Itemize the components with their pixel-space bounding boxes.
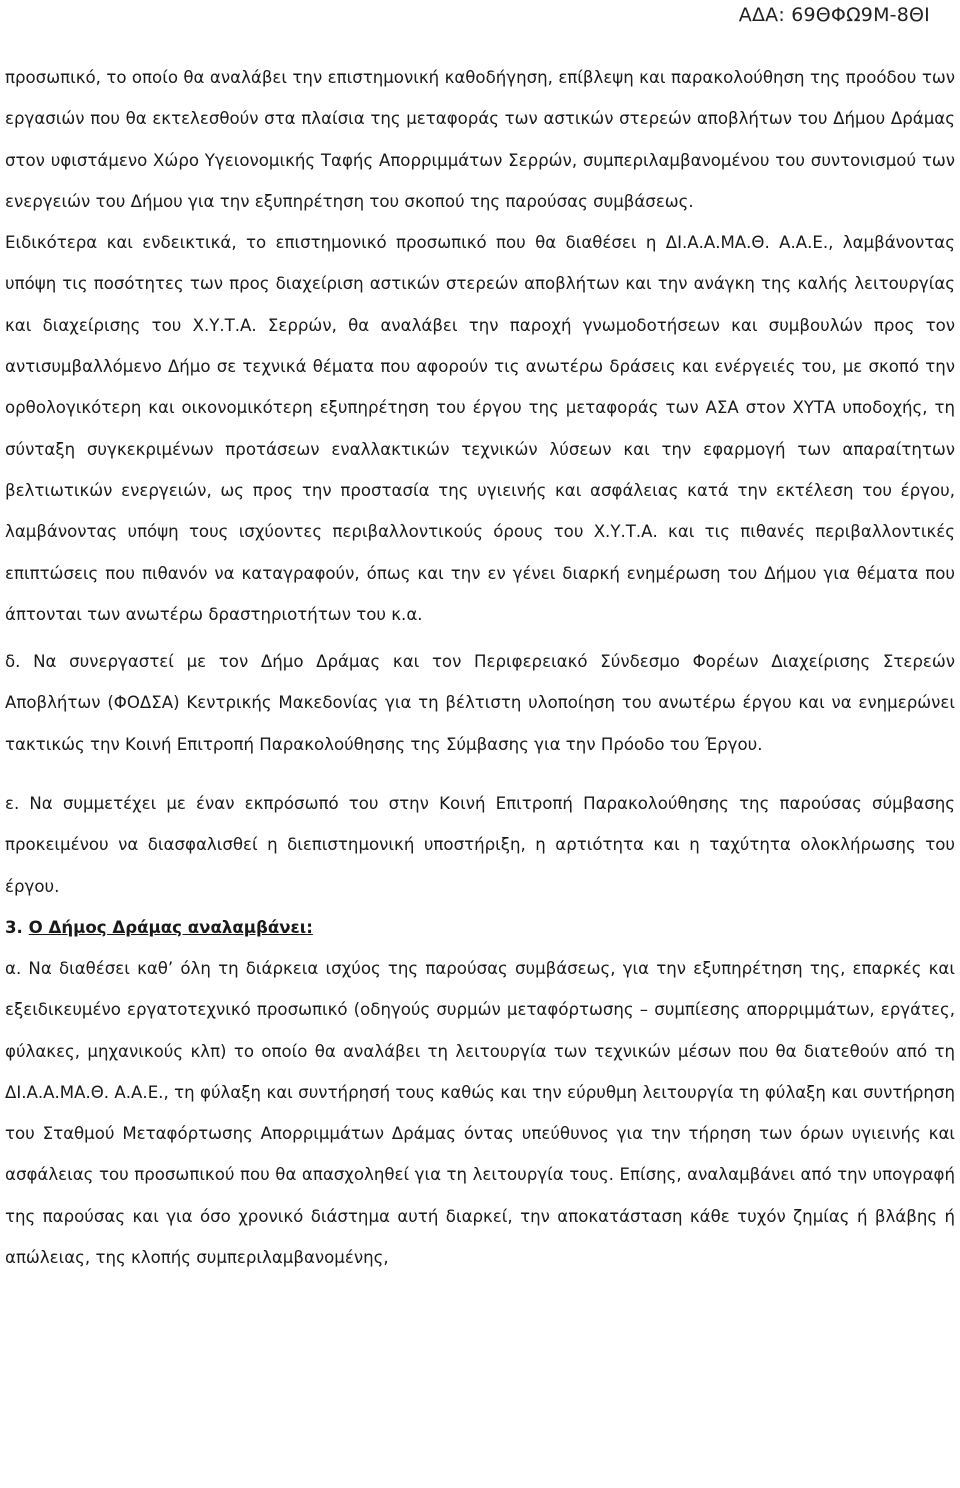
paragraph-item-a: α. Να διαθέσει καθ’ όλη τη διάρκεια ισχύος της παρούσας συμβάσεως, για την εξυπηρέτηση της, επαρκές και εξειδικευμένο εργατοτεχνικό προσωπικό (οδηγούς συρμών μεταφόρτωσης – συμπίεσης απορριμμάτων, εργάτες, φύλακες, μηχανικούς κλπ) το οποίο θα αναλάβει τη λειτουργία των τεχνικών μέσων που θα διατεθούν από τη ΔΙ.Α.Α.ΜΑ.Θ. Α.Α.Ε., τη φύλαξη και συντήρησή τους καθώς και την εύρυθμη λειτουργία τη φύλαξη και συντήρηση του Σταθμού Μεταφόρτωσης Απορριμμάτων Δράμας όντας υπεύθυνος για την τήρηση των όρων υγιεινής και ασφάλειας του προσωπικού που θα απασχοληθεί για τη λειτουργία τους. Επίσης, αναλαμβάνει από την υπογραφή της παρούσας και για όσο χρονικό διάστημα αυτή διαρκεί, την αποκατάσταση κάθε τυχόν ζημίας ή βλάβης ή απώλειας, της κλοπής συμπεριλαμβανομένης,	[5, 958, 955, 1268]
document-body	[5, 57, 955, 1278]
paragraph-specifically: Ειδικότερα και ενδεικτικά, το επιστημονικό προσωπικό που θα διαθέσει η ΔΙ.Α.Α.ΜΑ.Θ. Α.Α.Ε., λαμβάνοντας υπόψη τις ποσότητες των προς διαχείριση αστικών στερεών αποβλήτων και την ανάγκη της καλής λειτουργίας και διαχείρισης του Χ.Υ.Τ.Α. Σερρών, θα αναλάβει την παροχή γνωμοδοτήσεων και συμβουλών προς τον αντισυμβαλλόμενο Δήμο σε τεχνικά θέματα που αφορούν τις ανωτέρω δράσεις και ενέργειές του, με σκοπό την ορθολογικότερη και οικονομικότερη εξυπηρέτηση του έργου της μεταφοράς των ΑΣΑ στον ΧΥΤΑ υποδοχής, τη σύνταξη συγκεκριμένων προτάσεων εναλλακτικών τεχνικών λύσεων και την εφαρμογή των απαραίτητων βελτιωτικών ενεργειών, ως προς την προστασία της υγιεινής και ασφάλειας κατά την εκτέλεση του έργου, λαμβάνοντας υπόψη τους ισχύοντες περιβαλλοντικούς όρους του Χ.Υ.Τ.Α. και τις πιθανές περιβαλλοντικές επιπτώσεις που πιθανόν να καταγραφούν, όπως και την εν γένει διαρκή ενημέρωση του Δήμου για θέματα που άπτονται των ανωτέρω δραστηριοτήτων του κ.α.	[5, 233, 955, 624]
paragraph-item-d: δ. Να συνεργαστεί με τον Δήμο Δράμας και τον Περιφερειακό Σύνδεσμο Φορέων Διαχείρισης Στερεών Αποβλήτων (ΦΟΔΣΑ) Κεντρικής Μακεδονίας για τη βέλτιστη υλοποίηση του ανωτέρω έργου και να ενημερώνει τακτικώς την Κοινή Επιτροπή Παρακολούθησης της Σύμβασης για την Πρόοδο του Έργου.	[5, 652, 955, 754]
section-heading-number: 3.	[5, 917, 23, 937]
paragraph-item-e: ε. Να συμμετέχει με έναν εκπρόσωπό του στην Κοινή Επιτροπή Παρακολούθησης της παρούσας σύμβασης προκειμένου να διασφαλισθεί η διεπιστημονική υποστήριξη, η αρτιότητα και η ταχύτητα ολοκλήρωσης του έργου.	[5, 794, 955, 896]
section-heading-3	[5, 907, 955, 948]
section-heading-text: Ο Δήμος Δράμας αναλαμβάνει:	[28, 917, 313, 937]
ada-header: ΑΔΑ: 69ΘΦΩ9Μ-8ΘΙ	[738, 4, 930, 26]
paragraph-personnel: προσωπικό, το οποίο θα αναλάβει την επιστημονική καθοδήγηση, επίβλεψη και παρακολούθηση της προόδου των εργασιών που θα εκτελεσθούν στα πλαίσια της μεταφοράς των αστικών στερεών αποβλήτων του Δήμου Δράμας στον υφιστάμενο Χώρο Υγειονομικής Ταφής Απορριμμάτων Σερρών, συμπεριλαμβανομένου του συντονισμού των ενεργειών του Δήμου για την εξυπηρέτηση του σκοπού της παρούσας συμβάσεως.	[5, 68, 955, 211]
